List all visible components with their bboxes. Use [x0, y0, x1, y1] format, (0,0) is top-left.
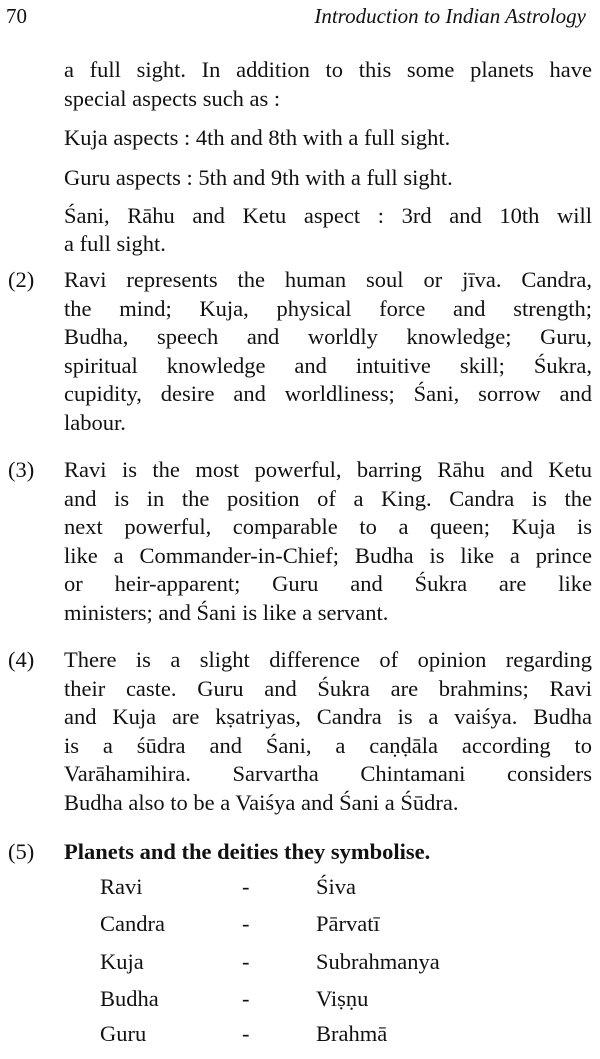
aspect-line-kuja: Kuja aspects : 4th and 8th with a full sight. — [64, 125, 451, 150]
text-line: or heir-apparent; Guru and Śukra are like — [64, 571, 592, 596]
planet-name: Kuja — [100, 949, 144, 974]
separator-dash: - — [242, 949, 250, 974]
text-line: labour. — [64, 409, 126, 435]
table-row — [0, 949, 600, 985]
separator-dash: - — [242, 986, 250, 1011]
separator-dash: - — [242, 911, 250, 936]
text-line: Varāhamihira. Sarvartha Chintamani considers — [64, 761, 592, 786]
aspect-line-sani-cont: a full sight. — [64, 231, 166, 256]
text-line: a full sight. In addition to this some planets have — [64, 57, 592, 82]
text-line: ministers; and Śani is like a servant. — [64, 599, 389, 625]
text-line: There is a slight difference of opinion regarding — [64, 647, 592, 672]
text-line: cupidity, desire and worldliness; Śani, sorrow and — [64, 381, 592, 406]
item-text — [64, 646, 592, 817]
running-title: Introduction to Indian Astrology — [314, 4, 586, 28]
text-line: and Kuja are kṣatriyas, Candra is a vaiśya. Budha — [64, 704, 592, 729]
text-line: spiritual knowledge and intuitive skill; Śukra, — [64, 352, 592, 378]
deity-name: Pārvatī — [316, 911, 380, 936]
deity-name: Brahmā — [316, 1021, 388, 1046]
text-line: like a Commander-in-Chief; Budha is like a prince — [64, 542, 592, 568]
planet-name: Budha — [100, 986, 159, 1011]
continuation-paragraph — [64, 56, 592, 113]
table-row — [0, 1021, 600, 1057]
text-line: Ravi is the most powerful, barring Rāhu and Ketu — [64, 457, 592, 482]
text-line: their caste. Guru and Śukra are brahmins; Ravi — [64, 675, 592, 701]
aspect-line-guru: Guru aspects : 5th and 9th with a full sight. — [64, 165, 453, 190]
planet-name: Ravi — [100, 874, 143, 899]
table-row — [0, 986, 600, 1022]
text-line: next powerful, comparable to a queen; Kuja is — [64, 514, 592, 539]
page-header — [0, 0, 600, 40]
item-text — [64, 266, 592, 437]
planet-name: Candra — [100, 911, 165, 936]
item-number: (3) — [8, 457, 35, 482]
item-text — [64, 456, 592, 627]
text-line: is a śūdra and Śani, a caṇḍāla according to — [64, 732, 592, 758]
text-line: Ravi represents the human soul or jīva. Candra, — [64, 267, 592, 292]
aspect-line-sani: Śani, Rāhu and Ketu aspect : 3rd and 10th will — [64, 203, 592, 228]
planet-name: Guru — [100, 1021, 147, 1046]
deity-name: Subrahmanya — [316, 949, 440, 974]
table-row — [0, 874, 600, 910]
deity-name: Śiva — [316, 874, 357, 899]
item-number: (2) — [8, 267, 35, 292]
text-line: Budha, speech and worldly knowledge; Guru, — [64, 324, 592, 349]
separator-dash: - — [242, 1021, 250, 1046]
item-number: (4) — [8, 647, 35, 672]
item-number: (5) — [8, 839, 35, 864]
text-line: and is in the position of a King. Candra is the — [64, 485, 592, 511]
text-line: the mind; Kuja, physical force and strength; — [64, 295, 592, 321]
section-heading: Planets and the deities they symbolise. — [64, 839, 431, 864]
table-row — [0, 911, 600, 947]
deity-name: Viṣṇu — [316, 986, 369, 1011]
separator-dash: - — [242, 874, 250, 899]
text-line: Budha also to be a Vaiśya and Śani a Śūdra. — [64, 789, 459, 815]
page-number: 70 — [6, 4, 27, 28]
text-line: special aspects such as : — [64, 85, 281, 111]
